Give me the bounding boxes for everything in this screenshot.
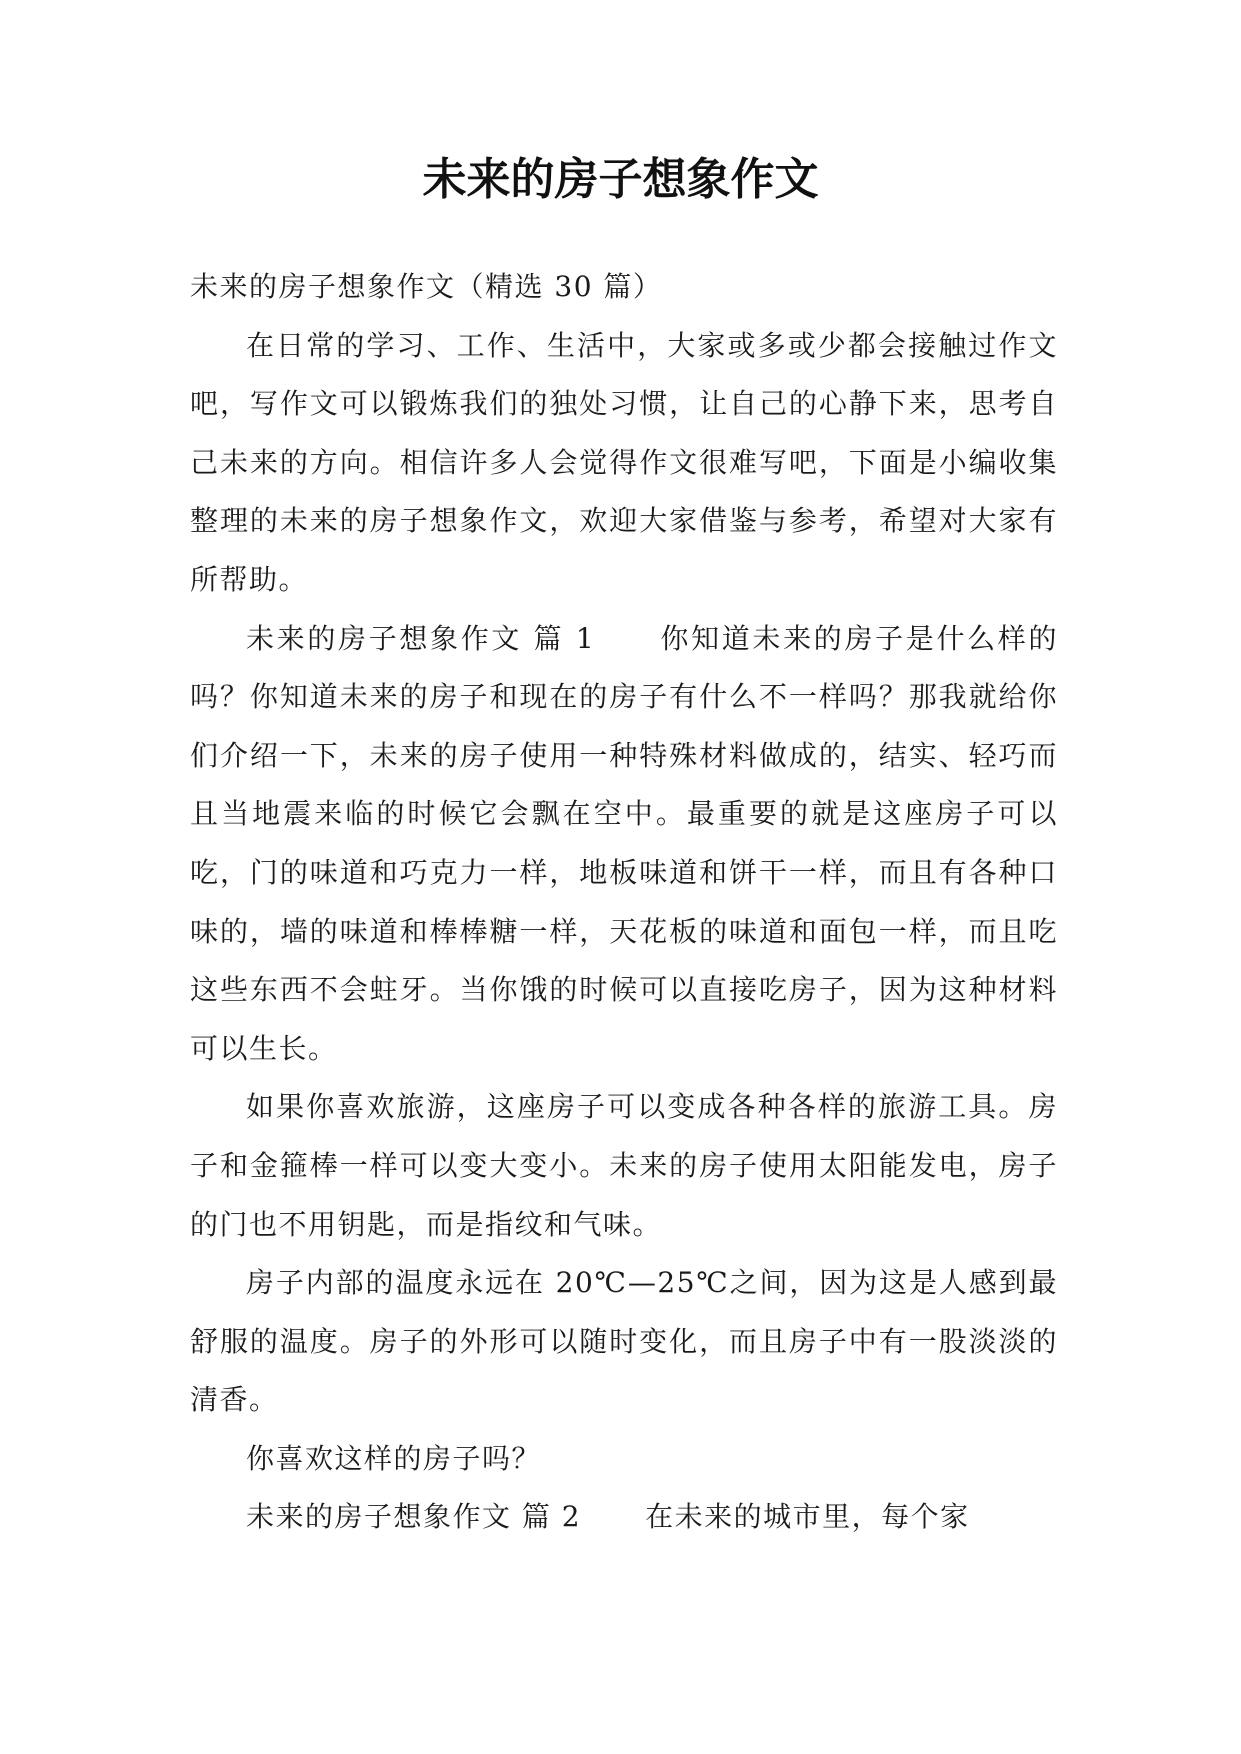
essay-1-heading: 未来的房子想象作文 篇 1 bbox=[246, 621, 596, 655]
intro-paragraph: 在日常的学习、工作、生活中，大家或多或少都会接触过作文吧，写作文可以锻炼我们的独处习惯，让自己的心静下来，思考自己未来的方向。相信许多人会觉得作文很难写吧，下面是小编收集整理的未来的房子想象作文，欢迎大家借鉴与参考，希望对大家有所帮助。 bbox=[190, 328, 1058, 596]
essay-1-text-1: 你知道未来的房子是什么样的吗？你知道未来的房子和现在的房子有什么不一样吗？那我就给你们介绍一下，未来的房子使用一种特殊材料做成的，结实、轻巧而且当地震来临的时候它会飘在空中。最重要的就是这座房子可以吃，门的味道和巧克力一样，地板味道和饼干一样，而且有各种口味的，墙的味道和棒棒糖一样，天花板的味道和面包一样，而且吃这些东西不会蛀牙。当你饿的时候可以直接吃房子，因为这种材料可以生长。 bbox=[190, 621, 1058, 1065]
essay-2-heading: 未来的房子想象作文 篇 2 bbox=[246, 1500, 582, 1534]
essay-2-paragraph-1 bbox=[190, 1488, 1058, 1547]
document-title: 未来的房子想象作文 bbox=[422, 154, 819, 205]
essay-1-paragraph-4: 你喜欢这样的房子吗？ bbox=[246, 1441, 542, 1475]
essay-1-paragraph-1 bbox=[190, 610, 1058, 1079]
essay-1-paragraph-3: 房子内部的温度永远在 20℃—25℃之间，因为这是人感到最舒服的温度。房子的外形可以随时变化，而且房子中有一股淡淡的清香。 bbox=[190, 1266, 1058, 1417]
essay-2-text-1: 在未来的城市里，每个家 bbox=[645, 1500, 970, 1534]
document-subtitle: 未来的房子想象作文（精选 30 篇） bbox=[190, 270, 663, 303]
essay-1-paragraph-2: 如果你喜欢旅游，这座房子可以变成各种各样的旅游工具。房子和金箍棒一样可以变大变小。未来的房子使用太阳能发电，房子的门也不用钥匙，而是指纹和气味。 bbox=[190, 1090, 1058, 1241]
document-body bbox=[190, 258, 1058, 1547]
